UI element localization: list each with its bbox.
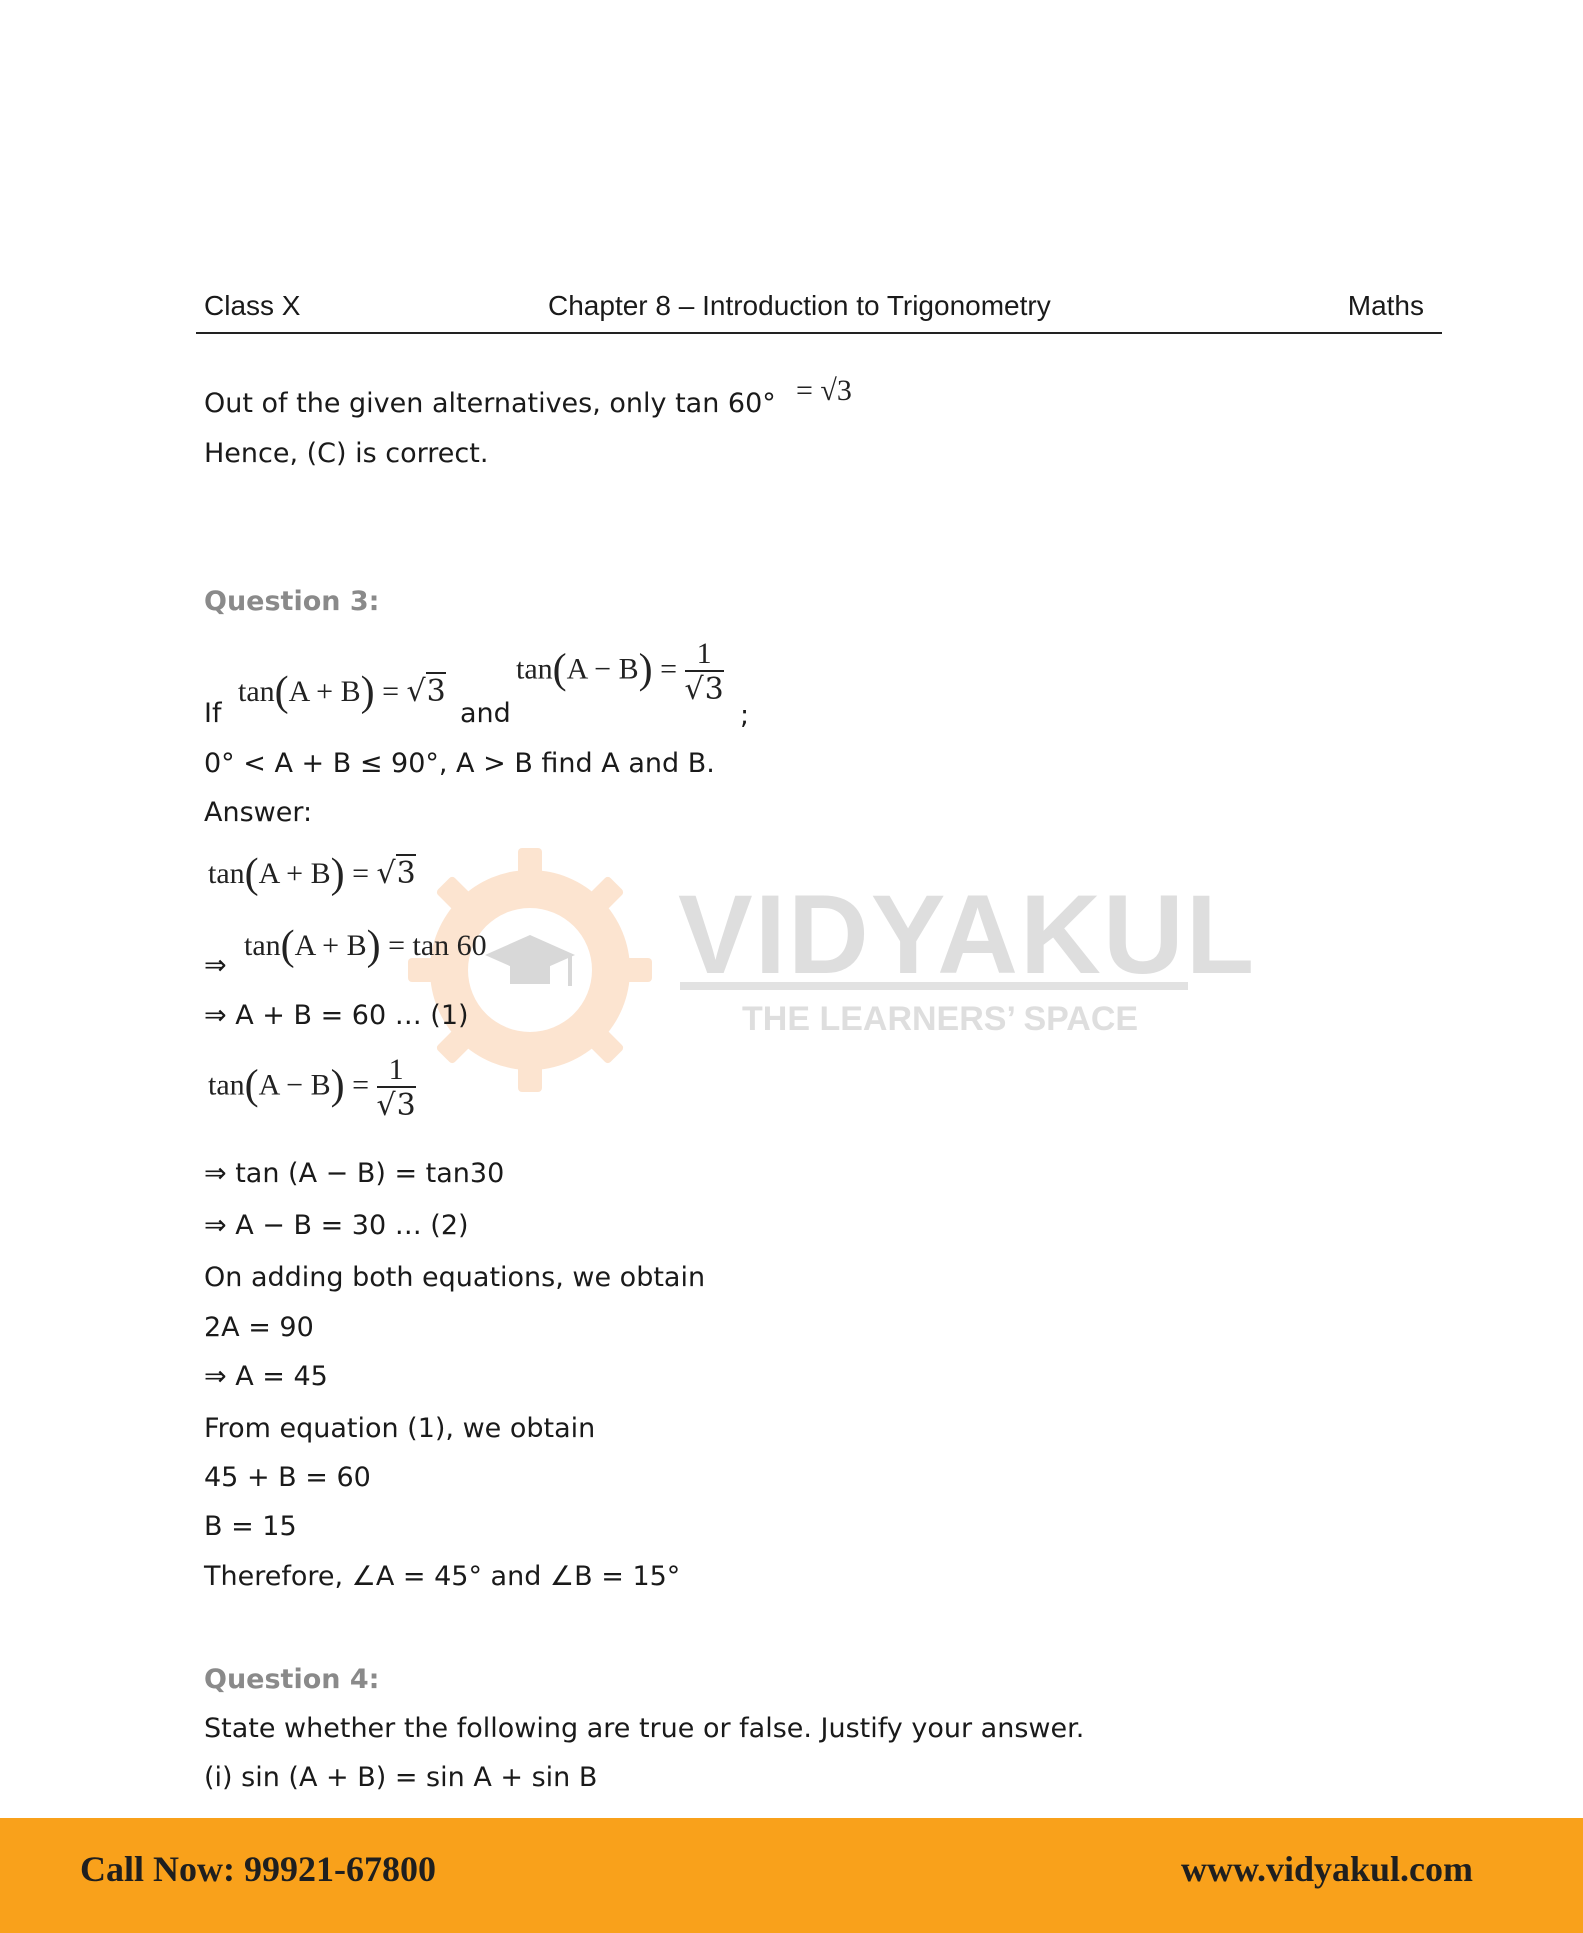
step-tan-plus: tan(A + B) = √3 [208,851,416,897]
alternatives-text: Out of the given alternatives, only tan 60° [204,388,776,419]
gear-logo-icon [400,840,660,1100]
footer-website: www.vidyakul.com [1180,1849,1473,1889]
step-from-eq: From equation (1), we obtain [204,1413,596,1444]
hence-line: Hence, (C) is correct. [204,438,489,469]
q4-item-i: (i) sin (A + B) = sin A + sin B [204,1762,598,1793]
step-a-plus-b: ⇒ A + B = 60 … (1) [204,1000,469,1031]
step-tan-plus-60: tan(A + B) = tan 60 [244,923,487,969]
step-a-minus-b: ⇒ A − B = 30 … (2) [204,1210,469,1241]
page-header [196,288,1442,334]
answer-label: Answer: [204,797,313,828]
footer-banner [0,1818,1583,1933]
alternatives-math: = √3 [796,374,852,407]
step-therefore: Therefore, ∠A = 45° and ∠B = 15° [204,1561,681,1592]
q3-and: and [460,698,511,729]
step-a45: ⇒ A = 45 [204,1361,328,1392]
q3-condition: 0° < A + B ≤ 90°, A > B find A and B. [204,748,715,779]
step-2a: 2A = 90 [204,1312,314,1343]
footer-phone: Call Now: 99921-67800 [80,1849,436,1889]
step-tan-minus: tan(A − B) = $\frac{1}{√3}$ [208,1053,416,1123]
step-tan-minus-30: ⇒ tan (A − B) = tan30 [204,1158,505,1189]
watermark-divider [680,982,1188,990]
q4-text: State whether the following are true or false. Justify your answer. [204,1713,1085,1744]
q3-if: If [204,698,222,729]
step-arrow-1: ⇒ [204,950,227,981]
q3-eq-plus: tan(A + B) = √3 [238,669,446,715]
q3-semicolon: ; [740,700,750,731]
step-45b: 45 + B = 60 [204,1462,371,1493]
vidyakul-watermark [400,840,1257,1100]
watermark-brand: VIDYAKUL [678,872,1257,997]
header-chapter: Chapter 8 – Introduction to Trigonometry [548,290,1051,321]
q3-eq-minus: tan(A − B) = $\frac{1}{√3}$ [516,637,724,707]
watermark-tagline: THE LEARNERS’ SPACE [742,1000,1139,1038]
question-4-title: Question 4: [204,1664,380,1695]
step-adding: On adding both equations, we obtain [204,1262,706,1293]
alternatives-line [204,388,776,419]
question-3-title: Question 3: [204,586,380,617]
header-class: Class X [204,290,301,321]
header-subject: Maths [1347,290,1424,321]
step-b15: B = 15 [204,1511,297,1542]
